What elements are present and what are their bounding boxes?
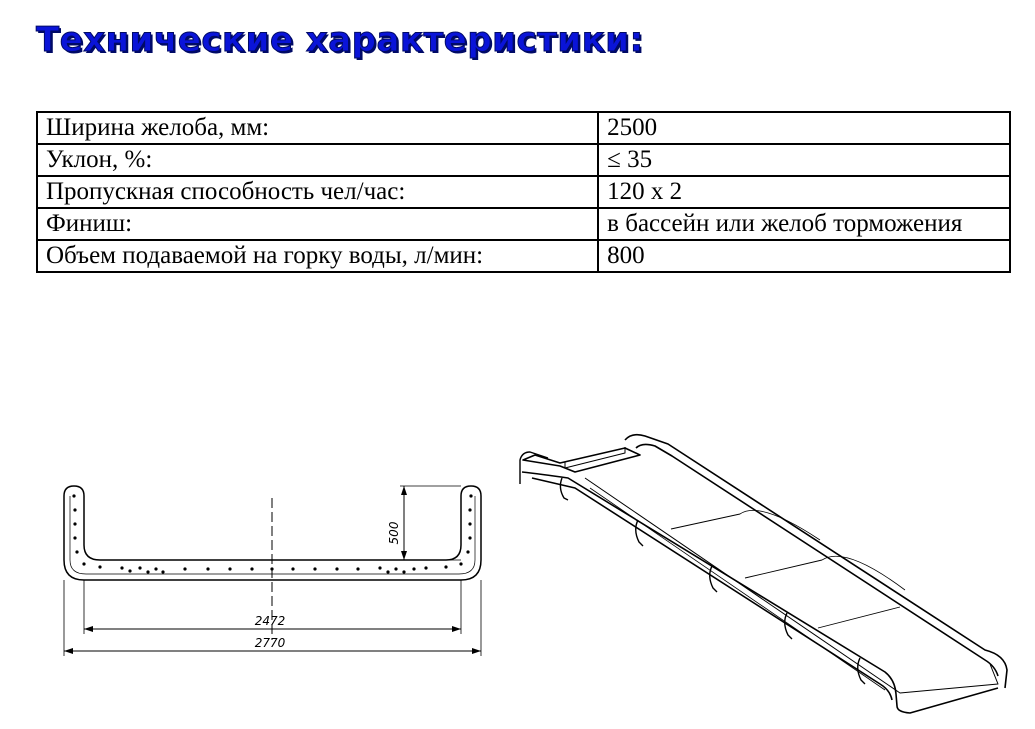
spec-value: 2500	[598, 112, 1010, 144]
dimension-outer-label: 2770	[254, 636, 286, 650]
dimension-inner-label: 2472	[254, 614, 286, 628]
panel-seam	[818, 607, 900, 628]
slide-left-rail-inner	[532, 478, 892, 700]
spec-value: ≤ 35	[598, 144, 1010, 176]
slide-right-rail-inner	[636, 444, 998, 676]
spec-value: 120 х 2	[598, 176, 1010, 208]
spec-label: Пропускная способность чел/час:	[37, 176, 598, 208]
spec-label: Объем подаваемой на горку воды, л/мин:	[37, 240, 598, 272]
slide-perspective-drawing	[520, 435, 1007, 713]
spec-label: Ширина желоба, мм:	[37, 112, 598, 144]
slide-platform	[523, 448, 640, 472]
page-title: Технические характеристики:	[36, 20, 644, 60]
panel-seam	[671, 514, 740, 529]
panel-seam	[745, 560, 822, 578]
spec-value: 800	[598, 240, 1010, 272]
spec-label: Финиш:	[37, 208, 598, 240]
cross-section-drawing	[64, 486, 481, 656]
spec-label: Уклон, %:	[37, 144, 598, 176]
slide-bed-edge	[590, 488, 885, 690]
slide-bed-edge	[585, 478, 998, 693]
dimension-height-label: 500	[387, 521, 401, 545]
slide-left-rail-outer	[522, 472, 998, 713]
spec-value: в бассейн или желоб торможения	[598, 208, 1010, 240]
